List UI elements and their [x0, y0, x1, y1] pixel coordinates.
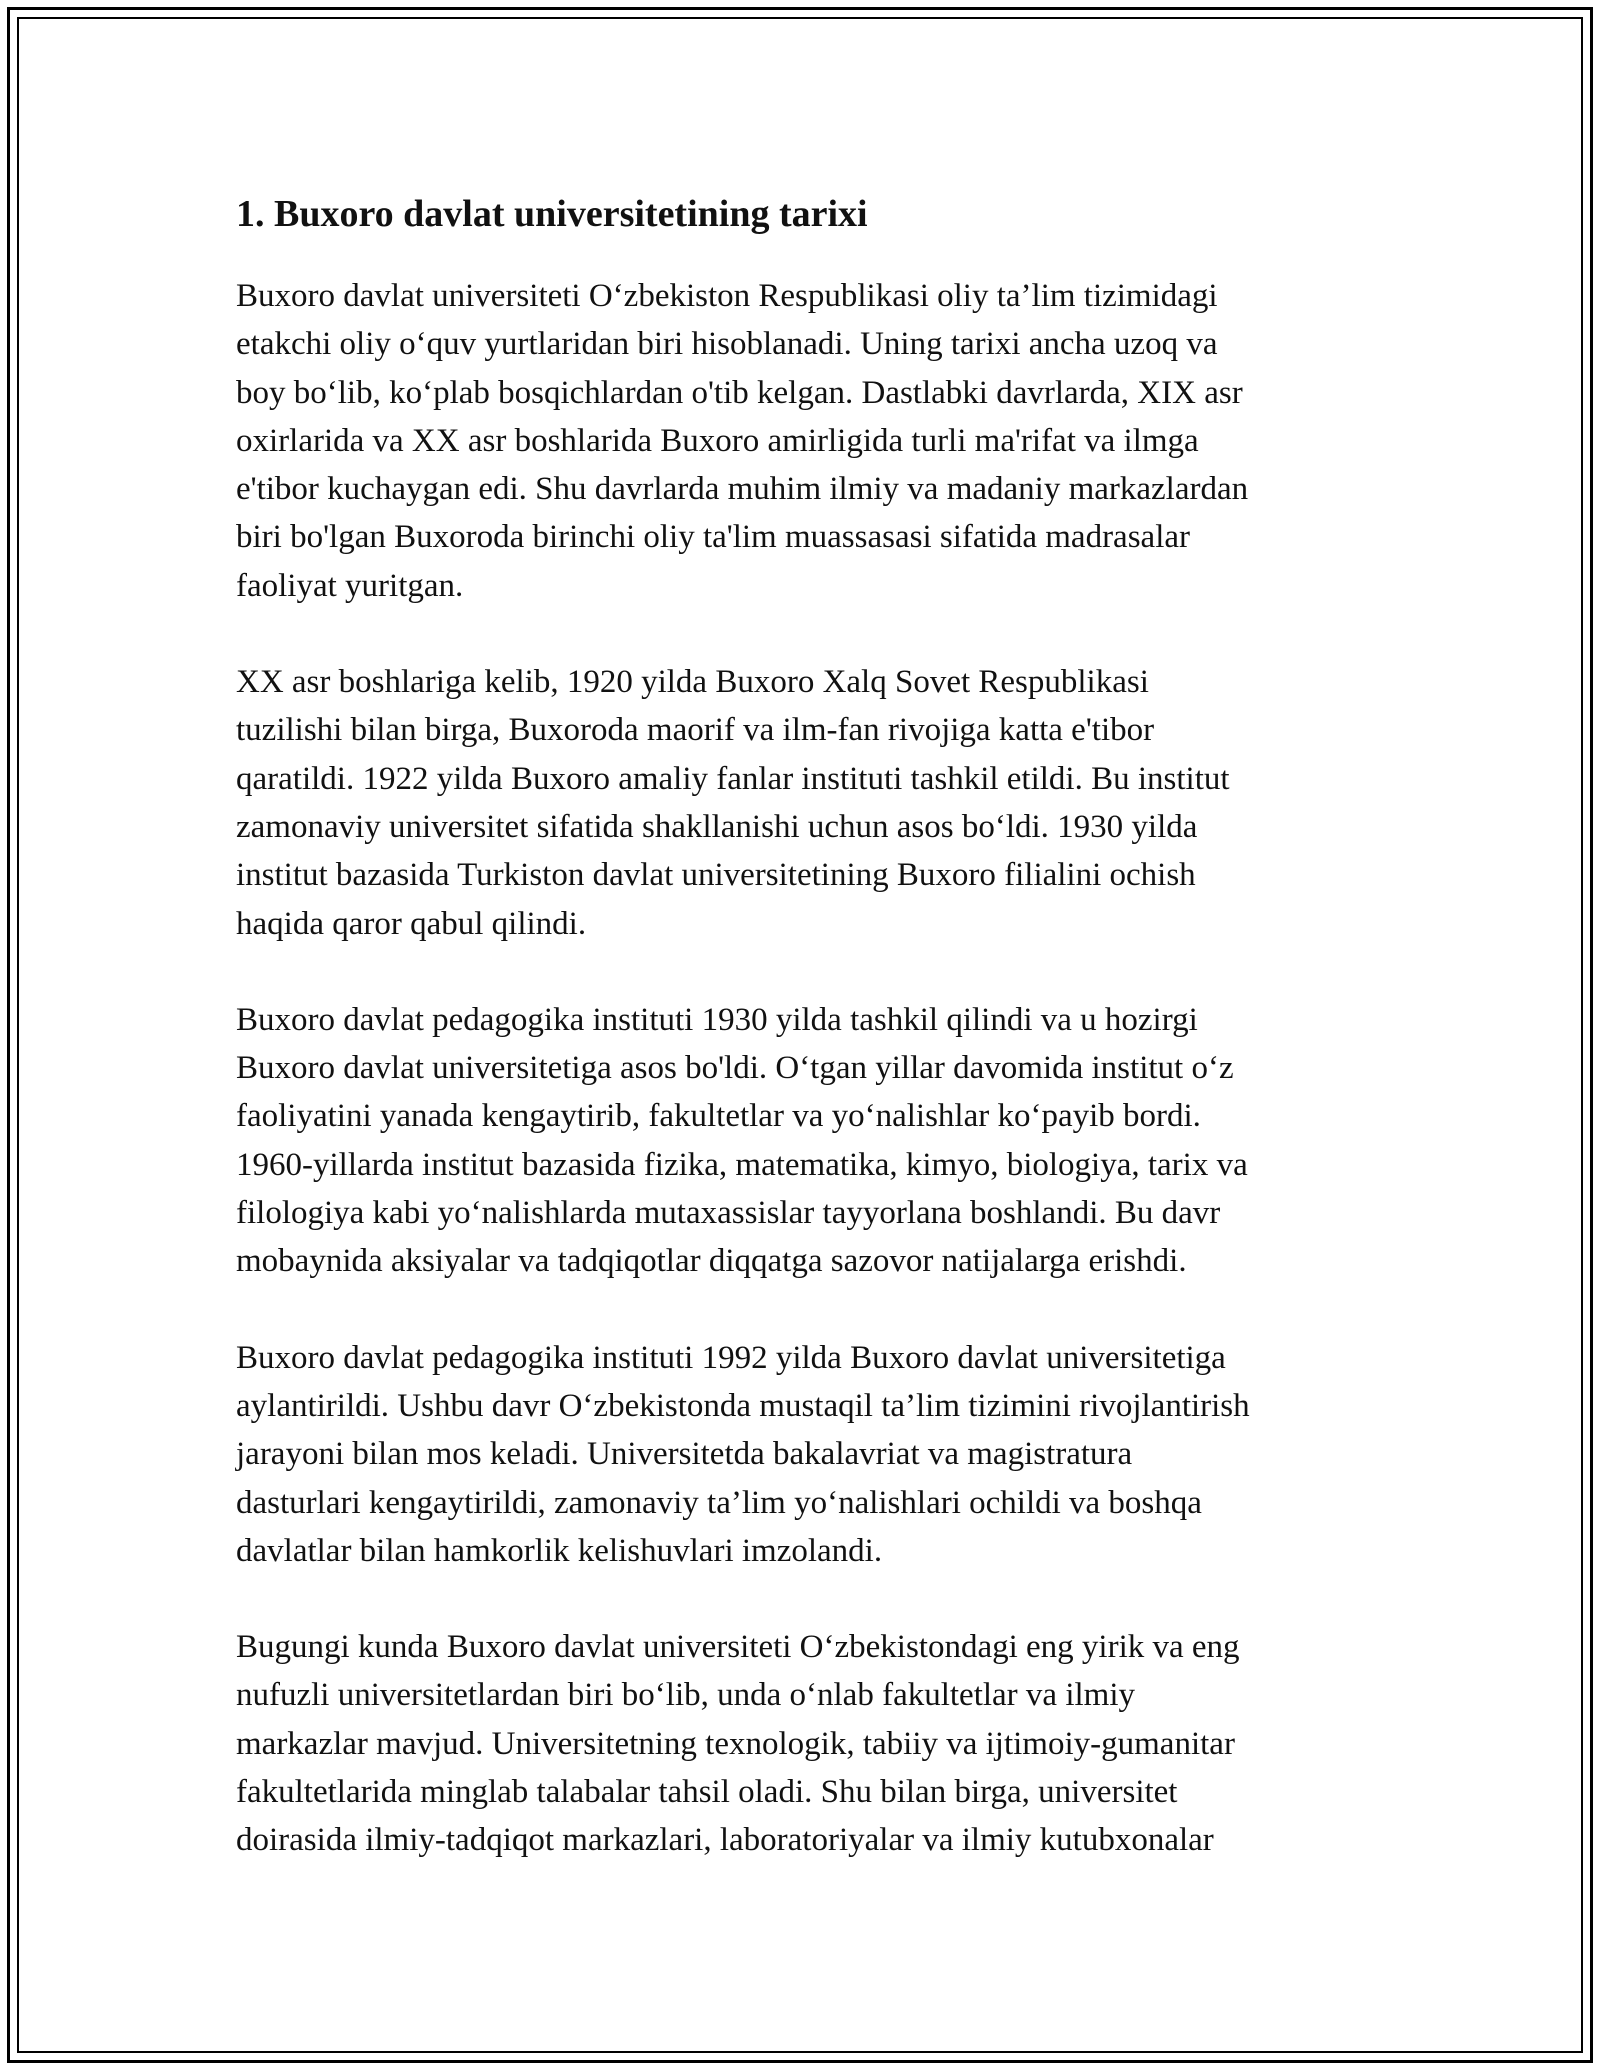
- paragraph-5: Bugungi kunda Buxoro davlat universiteti O‘zbekistondagi eng yirik va eng nufuzli universitetlardan biri bo‘lib, unda o‘nlab fakultetlar va ilmiy markazlar mavjud. Universitetning texnologik, tabiiy va ijtimoiy-gumanitar fakultetlarida minglab talabalar tahsil oladi. Shu bilan birga, universitet doirasida ilmiy-tadqiqot markazlari, laboratoriyalar va ilmiy kutubxonalar: [236, 1629, 1240, 1859]
- document-body: [236, 186, 1366, 1913]
- paragraph-3: Buxoro davlat pedagogika instituti 1930 yilda tashkil qilindi va u hozirgi Buxoro davlat universitetiga asos bo'ldi. O‘tgan yillar davomida institut o‘z faoliyatini yanada kengaytirib, fakultetlar va yo‘nalishlar ko‘payib bordi. 1960-yillarda institut bazasida fizika, matematika, kimyo, biologiya, tarix va filologiya kabi yo‘nalishlarda mutaxassislar tayyorlana boshlandi. Bu davr mobaynida aksiyalar va tadqiqotlar diqqatga sazovor natijalarga erishdi.: [236, 1001, 1248, 1280]
- section-heading: 1. Buxoro davlat universitetining tarixi: [236, 193, 868, 235]
- paragraph-4: Buxoro davlat pedagogika instituti 1992 yilda Buxoro davlat universitetiga aylantirildi. Ushbu davr O‘zbekistonda mustaqil ta’lim tizimini rivojlantirish jarayoni bilan mos keladi. Universitetda bakalavriat va magistratura dasturlari kengaytirildi, zamonaviy ta’lim yo‘nalishlari ochildi va boshqa davlatlar bilan hamkorlik kelishuvlari imzolandi.: [236, 1339, 1250, 1569]
- paragraph-1: Buxoro davlat universiteti O‘zbekiston Respublikasi oliy ta’lim tizimidagi etakchi oliy o‘quv yurtlaridan biri hisoblanadi. Uning tarixi ancha uzoq va boy bo‘lib, ko‘plab bosqichlardan o'tib kelgan. Dastlabki davrlarda, XIX asr oxirlarida va XX asr boshlarida Buxoro amirligida turli ma'rifat va ilmga e'tibor kuchaygan edi. Shu davrlarda muhim ilmiy va madaniy markazlardan biri bo'lgan Buxoroda birinchi oliy ta'lim muassasasi sifatida madrasalar faoliyat yuritgan.: [236, 278, 1249, 604]
- paragraph-2: XX asr boshlariga kelib, 1920 yilda Buxoro Xalq Sovet Respublikasi tuzilishi bilan birga, Buxoroda maorif va ilm-fan rivojiga katta e'tibor qaratildi. 1922 yilda Buxoro amaliy fanlar instituti tashkil etildi. Bu institut zamonaviy universitet sifatida shakllanishi uchun asos bo‘ldi. 1930 yilda institut bazasida Turkiston davlat universitetining Buxoro filialini ochish haqida qaror qabul qilindi.: [236, 664, 1230, 942]
